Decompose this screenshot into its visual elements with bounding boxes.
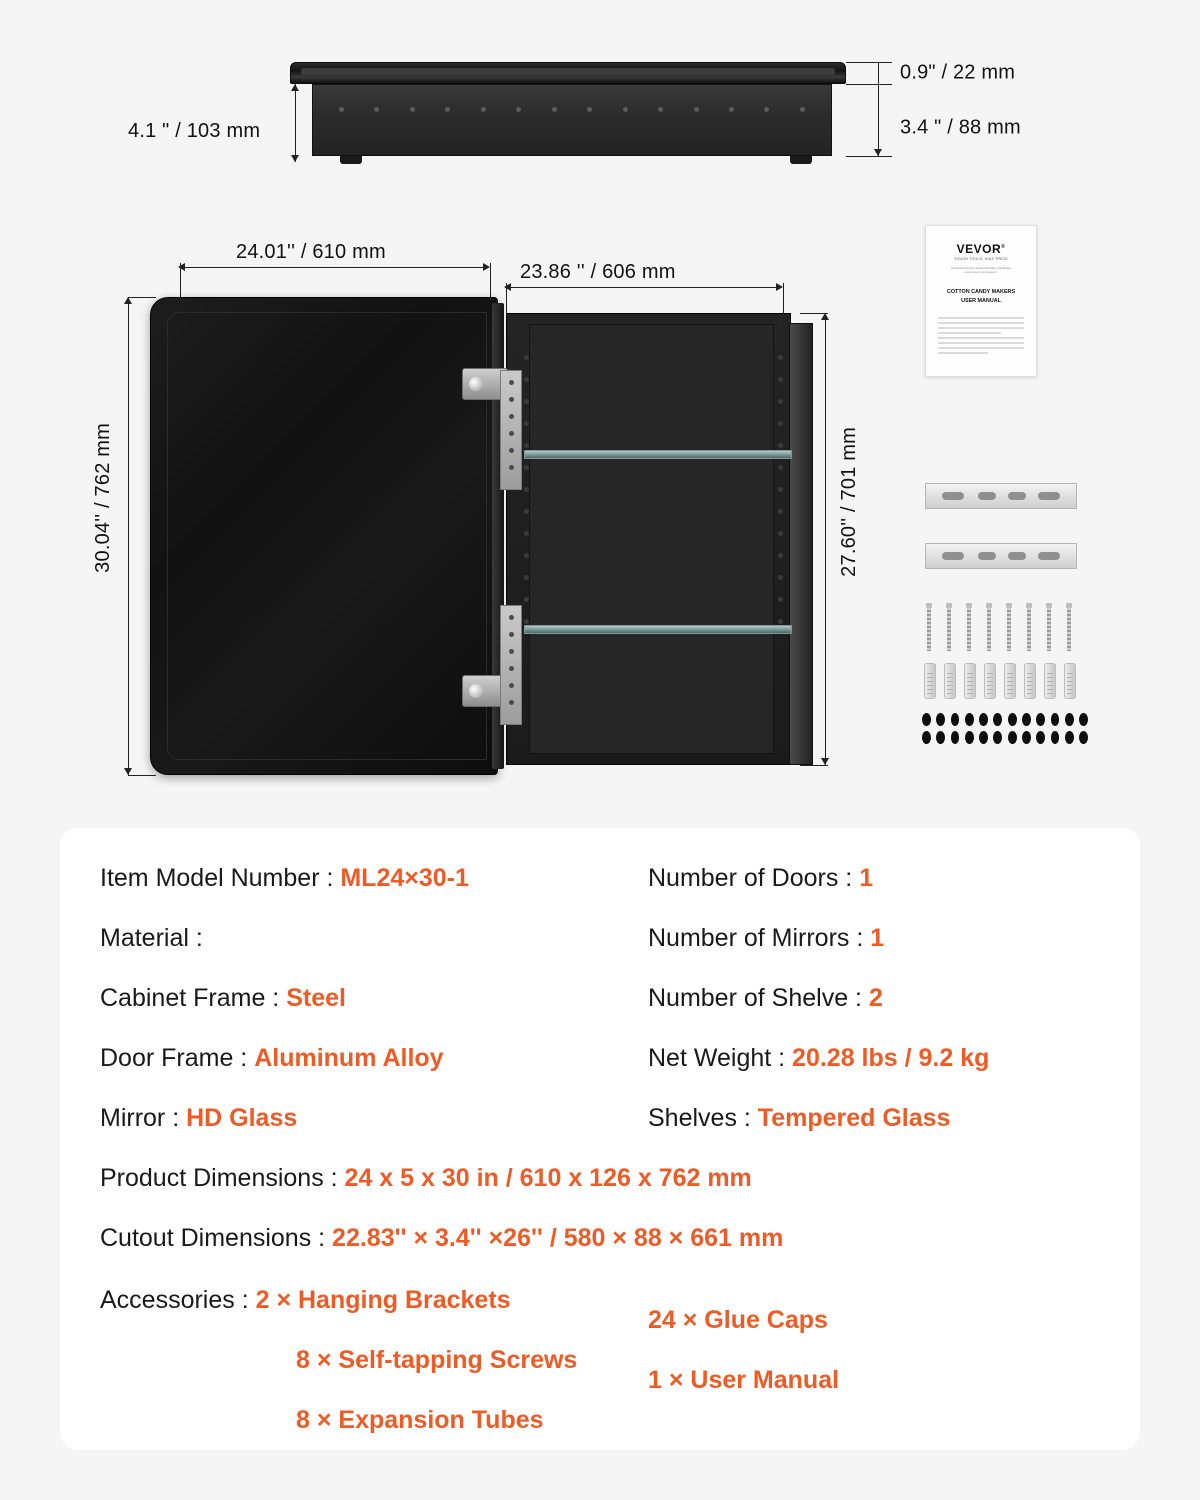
spec-number-of-shelves (648, 968, 1114, 1028)
cabinet-main-view (0, 205, 900, 815)
spec-value: 2 (868, 984, 883, 1012)
dim-arrow-right-body (776, 283, 783, 291)
expansion-tubes-group (922, 663, 1082, 703)
dim-ext-door-right (490, 263, 491, 299)
screw-hole-row (339, 107, 805, 113)
vevor-logo: VEVOR® (956, 242, 1006, 256)
spec-product-dimensions (100, 1148, 1114, 1208)
spec-label: Number of Mirrors : (648, 924, 871, 952)
accessories-line-4 (648, 1290, 839, 1350)
spec-label: Mirror : (100, 1104, 187, 1132)
glass-shelf-upper (524, 450, 792, 459)
manual-title-line2: USER MANUAL (961, 298, 1001, 305)
spec-label: Cabinet Frame : (100, 984, 287, 1012)
dim-label-inner-height: 27.60'' / 701 mm (838, 427, 860, 577)
self-tapping-screws-group (922, 603, 1082, 653)
cabinet-top-rail (290, 62, 846, 84)
manual-body-text-lines (936, 317, 1026, 354)
spec-material (100, 908, 648, 968)
accessories-line-3 (100, 1390, 1114, 1450)
spec-value: Steel (286, 984, 346, 1012)
hanging-bracket-1 (925, 483, 1077, 509)
dim-ext-door-left (180, 263, 181, 299)
spec-label: Number of Doors : (648, 864, 860, 892)
dim-ext-line-rail-top (846, 62, 892, 63)
dim-arrow-up-inner (821, 313, 829, 320)
dim-label-overall-height: 30.04'' / 762 mm (92, 423, 114, 573)
manual-support-line: Technical Support and E-Warranty Certificate www.vevor.com/support (951, 266, 1011, 274)
glass-shelf-lower (524, 625, 792, 634)
dim-ext-inner-top (800, 313, 828, 314)
spec-shelves-material (648, 1088, 1114, 1148)
spec-label: Door Frame : (100, 1044, 255, 1072)
dim-line-body-depth (878, 84, 879, 156)
dim-line-rail-thickness (878, 62, 879, 84)
spec-value: HD Glass (186, 1104, 298, 1132)
dim-ext-height-top (128, 297, 156, 298)
spec-value: Tempered Glass (757, 1104, 951, 1132)
dim-line-inner-height (825, 313, 826, 765)
dim-label-rail-thickness: 0.9" / 22 mm (900, 61, 1016, 84)
user-manual-booklet (925, 225, 1037, 377)
dim-line-depth-left (295, 84, 296, 162)
dim-label-door-width: 24.01'' / 610 mm (236, 241, 386, 263)
accessories-line-1 (100, 1270, 1114, 1330)
accessories-line-5 (648, 1350, 839, 1410)
hinge-plate-holes-lower (509, 615, 514, 705)
glue-caps-group (922, 713, 1088, 749)
spec-value: 20.28 lbs / 9.2 kg (792, 1044, 990, 1072)
spec-label: Number of Shelve : (648, 984, 869, 1012)
spec-label: Shelves : (648, 1104, 758, 1132)
hinge-plate-holes-upper (509, 380, 514, 470)
spec-door-frame (100, 1028, 648, 1088)
spec-label: Cutout Dimensions : (100, 1224, 333, 1252)
accessories-value: 24 × Glue Caps (648, 1306, 828, 1334)
dim-ext-body-right (783, 283, 784, 327)
cabinet-recess-body (312, 84, 832, 156)
spec-accessories (100, 1270, 1114, 1450)
hanging-bracket-2 (925, 543, 1077, 569)
accessories-value: 1 × User Manual (648, 1366, 840, 1394)
dim-ext-line-body-bottom (846, 156, 892, 157)
accessories-illustration (900, 205, 1200, 815)
spec-label: Material : (100, 924, 203, 952)
dim-ext-height-bottom (128, 775, 156, 776)
spec-cutout-dimensions (100, 1208, 1114, 1268)
dim-label-body-width: 23.86 '' / 606 mm (520, 261, 676, 283)
dim-label-body-depth: 3.4 " / 88 mm (900, 116, 1021, 139)
dim-ext-line-rail-bottom (846, 84, 892, 85)
spec-value: 1 (870, 924, 885, 952)
accessories-line-2 (100, 1330, 1114, 1390)
spec-value: 24 x 5 x 30 in / 610 x 126 x 762 mm (344, 1164, 752, 1192)
dim-arrow-up-left (291, 84, 299, 91)
dim-ext-body-left (506, 283, 507, 315)
shelf-peg-holes-right (778, 355, 783, 624)
dim-arrow-right-door (483, 263, 490, 271)
spec-value: 1 (859, 864, 874, 892)
cabinet-foot-right (790, 156, 812, 164)
spec-label: Item Model Number : (100, 864, 341, 892)
glue-caps-row (922, 713, 1088, 726)
spec-number-of-doors (648, 848, 1114, 908)
accessories-label: Accessories : (100, 1286, 256, 1314)
dim-arrow-down-height (124, 768, 132, 775)
dim-arrow-down-right (874, 149, 882, 156)
spec-value: 22.83'' × 3.4'' ×26'' / 580 × 88 × 661 mm (332, 1224, 784, 1252)
spec-mirror (100, 1088, 648, 1148)
hinge-mounting-plate-upper (500, 370, 522, 490)
cabinet-body (506, 313, 791, 765)
spec-cabinet-frame (100, 968, 648, 1028)
hinge-mounting-plate-lower (500, 605, 522, 725)
specifications-card (60, 828, 1140, 1450)
dim-line-overall-height (128, 297, 129, 775)
spec-net-weight (648, 1028, 1114, 1088)
manual-title-line1: COTTON CANDY MAKERS (946, 289, 1016, 295)
spec-value: ML24×30-1 (340, 864, 469, 892)
dim-arrow-up-height (124, 297, 132, 304)
dim-label-depth-total: 4.1 " / 103 mm (128, 120, 261, 142)
accessories-value: 2 × Hanging Brackets (255, 1286, 511, 1314)
spec-value: Aluminum Alloy (254, 1044, 444, 1072)
cabinet-foot-left (340, 156, 362, 164)
dim-line-door-width (180, 267, 488, 268)
spec-number-of-mirrors (648, 908, 1114, 968)
top-profile-view (0, 0, 1200, 200)
shelf-peg-holes-left (524, 355, 529, 624)
spec-label: Product Dimensions : (100, 1164, 345, 1192)
manual-tagline: TOUGH TOOLS, HALF PRICE (954, 257, 1008, 261)
dim-line-body-width (506, 287, 781, 288)
dim-ext-inner-bottom (800, 765, 828, 766)
specifications-grid (100, 848, 1114, 1450)
dim-arrow-down-inner (821, 758, 829, 765)
glue-caps-row (922, 731, 1088, 744)
cabinet-interior (529, 324, 774, 754)
spec-item-model-number (100, 848, 648, 908)
cabinet-right-side-panel (789, 323, 813, 765)
spec-label: Net Weight : (648, 1044, 793, 1072)
mirror-door-panel (150, 297, 498, 775)
accessories-second-column (648, 1290, 839, 1410)
accessories-value: 8 × Expansion Tubes (296, 1406, 544, 1434)
accessories-value: 8 × Self-tapping Screws (296, 1346, 578, 1374)
dim-arrow-down-left (291, 155, 299, 162)
